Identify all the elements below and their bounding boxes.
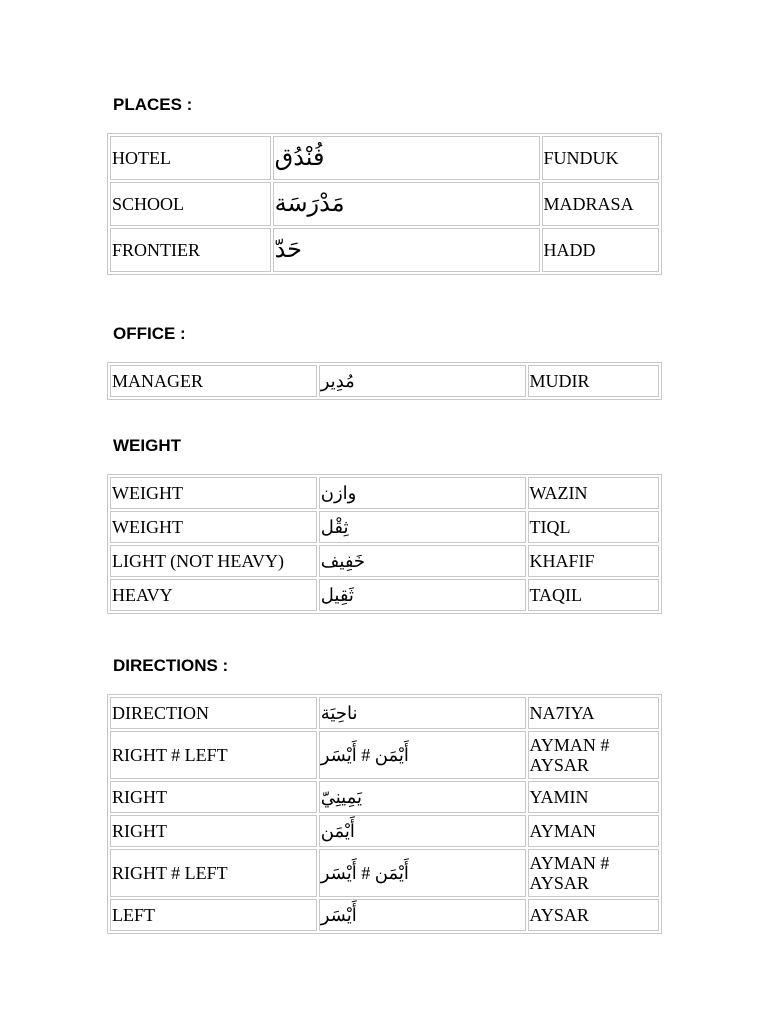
arabic-text: ناحِيَة — [320, 703, 358, 723]
arabic-cell — [319, 781, 526, 813]
transliteration-cell: TIQL — [528, 511, 660, 543]
english-cell: DIRECTION — [110, 697, 317, 729]
arabic-text: يَمِينِيّ — [320, 787, 363, 807]
english-cell: LEFT — [110, 899, 317, 931]
table-row — [110, 511, 659, 543]
arabic-cell — [319, 849, 526, 897]
arabic-text: أَيْمَن — [320, 821, 355, 841]
english-cell: WEIGHT — [110, 511, 317, 543]
arabic-cell — [319, 365, 526, 397]
english-cell: MANAGER — [110, 365, 317, 397]
arabic-cell — [319, 899, 526, 931]
transliteration-cell: FUNDUK — [542, 136, 659, 180]
table-row — [110, 781, 659, 813]
english-cell: SCHOOL — [110, 182, 271, 226]
transliteration-cell: MADRASA — [542, 182, 659, 226]
vocab-table-places — [107, 133, 662, 275]
arabic-text: أَيْمَن # أَيْسَر — [320, 863, 409, 883]
section-heading-directions: DIRECTIONS : — [113, 656, 229, 675]
arabic-text: مُدِير — [320, 371, 355, 391]
arabic-text: ثِقْل — [320, 517, 349, 537]
table-row — [110, 849, 659, 897]
arabic-text: حَدّ — [274, 237, 303, 263]
arabic-text: وازن — [320, 483, 357, 503]
table-row — [110, 697, 659, 729]
transliteration-cell: AYSAR — [528, 899, 660, 931]
table-row — [110, 545, 659, 577]
table-row — [110, 815, 659, 847]
arabic-cell — [319, 511, 526, 543]
english-cell: HEAVY — [110, 579, 317, 611]
arabic-cell — [273, 182, 540, 226]
arabic-text: خَفِيف — [320, 551, 366, 571]
arabic-cell — [319, 579, 526, 611]
transliteration-cell: MUDIR — [528, 365, 660, 397]
english-cell: RIGHT # LEFT — [110, 849, 317, 897]
english-cell: HOTEL — [110, 136, 271, 180]
arabic-cell — [319, 731, 526, 779]
english-cell: RIGHT — [110, 815, 317, 847]
arabic-cell — [273, 228, 540, 272]
arabic-text: أَيْمَن # أَيْسَر — [320, 745, 409, 765]
arabic-text: فُنْدُق — [274, 145, 325, 171]
section-heading-places: PLACES : — [113, 95, 193, 114]
section-heading-weight: WEIGHT — [113, 436, 181, 455]
arabic-cell — [319, 815, 526, 847]
vocab-table-directions — [107, 694, 662, 934]
transliteration-cell: NA7IYA — [528, 697, 660, 729]
transliteration-cell: KHAFIF — [528, 545, 660, 577]
arabic-text: أَيْسَر — [320, 905, 357, 925]
english-cell: WEIGHT — [110, 477, 317, 509]
english-cell: FRONTIER — [110, 228, 271, 272]
table-row — [110, 899, 659, 931]
arabic-cell — [273, 136, 540, 180]
section-heading-office: OFFICE : — [113, 324, 186, 343]
transliteration-cell: TAQIL — [528, 579, 660, 611]
transliteration-cell: AYMAN # AYSAR — [528, 849, 660, 897]
table-row — [110, 731, 659, 779]
vocab-table-weight — [107, 474, 662, 614]
table-row — [110, 136, 659, 180]
transliteration-cell: YAMIN — [528, 781, 660, 813]
table-row — [110, 477, 659, 509]
transliteration-cell: AYMAN — [528, 815, 660, 847]
english-cell: RIGHT # LEFT — [110, 731, 317, 779]
transliteration-cell: WAZIN — [528, 477, 660, 509]
transliteration-cell: HADD — [542, 228, 659, 272]
english-cell: LIGHT (NOT HEAVY) — [110, 545, 317, 577]
arabic-text: مَدْرَسَة — [274, 191, 345, 217]
transliteration-cell: AYMAN # AYSAR — [528, 731, 660, 779]
arabic-cell — [319, 545, 526, 577]
arabic-text: ثَقِيل — [320, 585, 354, 605]
arabic-cell — [319, 697, 526, 729]
arabic-cell — [319, 477, 526, 509]
vocab-table-office — [107, 362, 662, 400]
table-row — [110, 579, 659, 611]
english-cell: RIGHT — [110, 781, 317, 813]
table-row — [110, 365, 659, 397]
table-row — [110, 228, 659, 272]
table-row — [110, 182, 659, 226]
